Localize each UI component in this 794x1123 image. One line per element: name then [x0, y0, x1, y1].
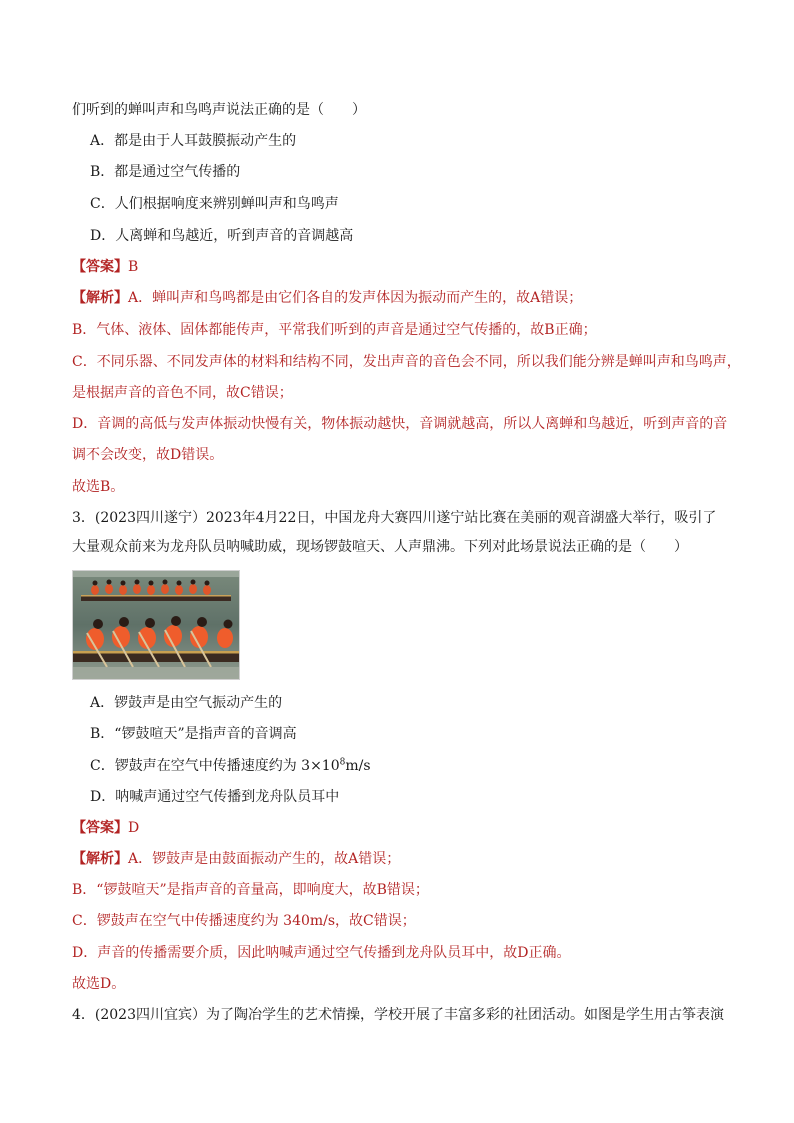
q2-analysis-line: 是根据声音的音色不同，故C错误； [72, 385, 293, 401]
answer-value: B [128, 259, 139, 275]
answer-tag: 【答案】 [72, 259, 128, 275]
q2-option-b: B．都是通过空气传播的 [90, 164, 241, 180]
q2-conclusion: 故选B。 [72, 479, 125, 495]
q3-option-c-text: C．锣鼓声在空气中传播速度约为 3×10 [90, 758, 340, 774]
q3-analysis-line: C．锣鼓声在空气中传播速度约为 340m/s，故C错误； [72, 913, 416, 929]
analysis-tag: 【解析】 [72, 851, 128, 867]
q3-option-d: D．呐喊声通过空气传播到龙舟队员耳中 [90, 789, 340, 805]
q3-option-b: B．“锣鼓喧天”是指声音的音调高 [90, 726, 297, 742]
q3-stem-line: 大量观众前来为龙舟队员呐喊助威，现场锣鼓喧天、人声鼎沸。下列对此场景说法正确的是（ ） [72, 539, 688, 555]
q2-analysis-line: 调不会改变，故D错误。 [72, 447, 224, 463]
analysis-text: A．锣鼓声是由鼓面振动产生的，故A错误； [128, 851, 401, 867]
q2-option-c: C．人们根据响度来辨别蝉叫声和鸟鸣声 [90, 196, 339, 212]
dragon-boat-image [73, 571, 239, 679]
q3-analysis-line: B．“锣鼓喧天”是指声音的音量高，即响度大，故B错误； [72, 882, 429, 898]
q2-option-d: D．人离蝉和鸟越近，听到声音的音调越高 [90, 228, 354, 244]
q2-answer [72, 257, 732, 277]
q2-analysis-line: C．不同乐器、不同发声体的材料和结构不同，发出声音的音色会不同，所以我们能分辨是蝉叫声和鸟鸣声， [72, 354, 741, 370]
q3-analysis-line [72, 849, 732, 869]
q2-stem-tail: 们听到的蝉叫声和鸟鸣声说法正确的是（ ） [72, 102, 366, 118]
q2-analysis-line: D．音调的高低与发声体振动快慢有关，物体振动越快，音调就越高，所以人离蝉和鸟越近，听到声音的音 [72, 416, 728, 432]
q2-analysis-line: B．气体、液体、固体都能传声，平常我们听到的声音是通过空气传播的，故B正确； [72, 322, 597, 338]
dragon-boat-photo [72, 570, 240, 680]
answer-value: D [128, 820, 140, 836]
q4-stem: 4．(2023四川宜宾）为了陶冶学生的艺术情操，学校开展了丰富多彩的社团活动。如图是学生用古筝表演 [72, 1007, 724, 1023]
q3-option-c-exponent: 8 [339, 757, 346, 768]
q3-stem-line: 3．(2023四川遂宁）2023年4月22日，中国龙舟大赛四川遂宁站比赛在美丽的观音湖盛大举行，吸引了 [72, 510, 717, 526]
answer-tag: 【答案】 [72, 820, 128, 836]
q3-option-c-unit: m/s [345, 758, 371, 774]
q3-conclusion: 故选D。 [72, 976, 126, 992]
q3-option-a: A．锣鼓声是由空气振动产生的 [90, 695, 283, 711]
q2-option-a: A．都是由于人耳鼓膜振动产生的 [90, 133, 297, 149]
q3-option-c [90, 756, 750, 776]
analysis-tag: 【解析】 [72, 290, 128, 306]
q2-analysis-line [72, 288, 732, 308]
q3-analysis-line: D．声音的传播需要介质，因此呐喊声通过空气传播到龙舟队员耳中，故D正确。 [72, 945, 571, 961]
analysis-text: A．蝉叫声和鸟鸣都是由它们各自的发声体因为振动而产生的，故A错误； [128, 290, 583, 306]
q3-answer [72, 818, 732, 838]
